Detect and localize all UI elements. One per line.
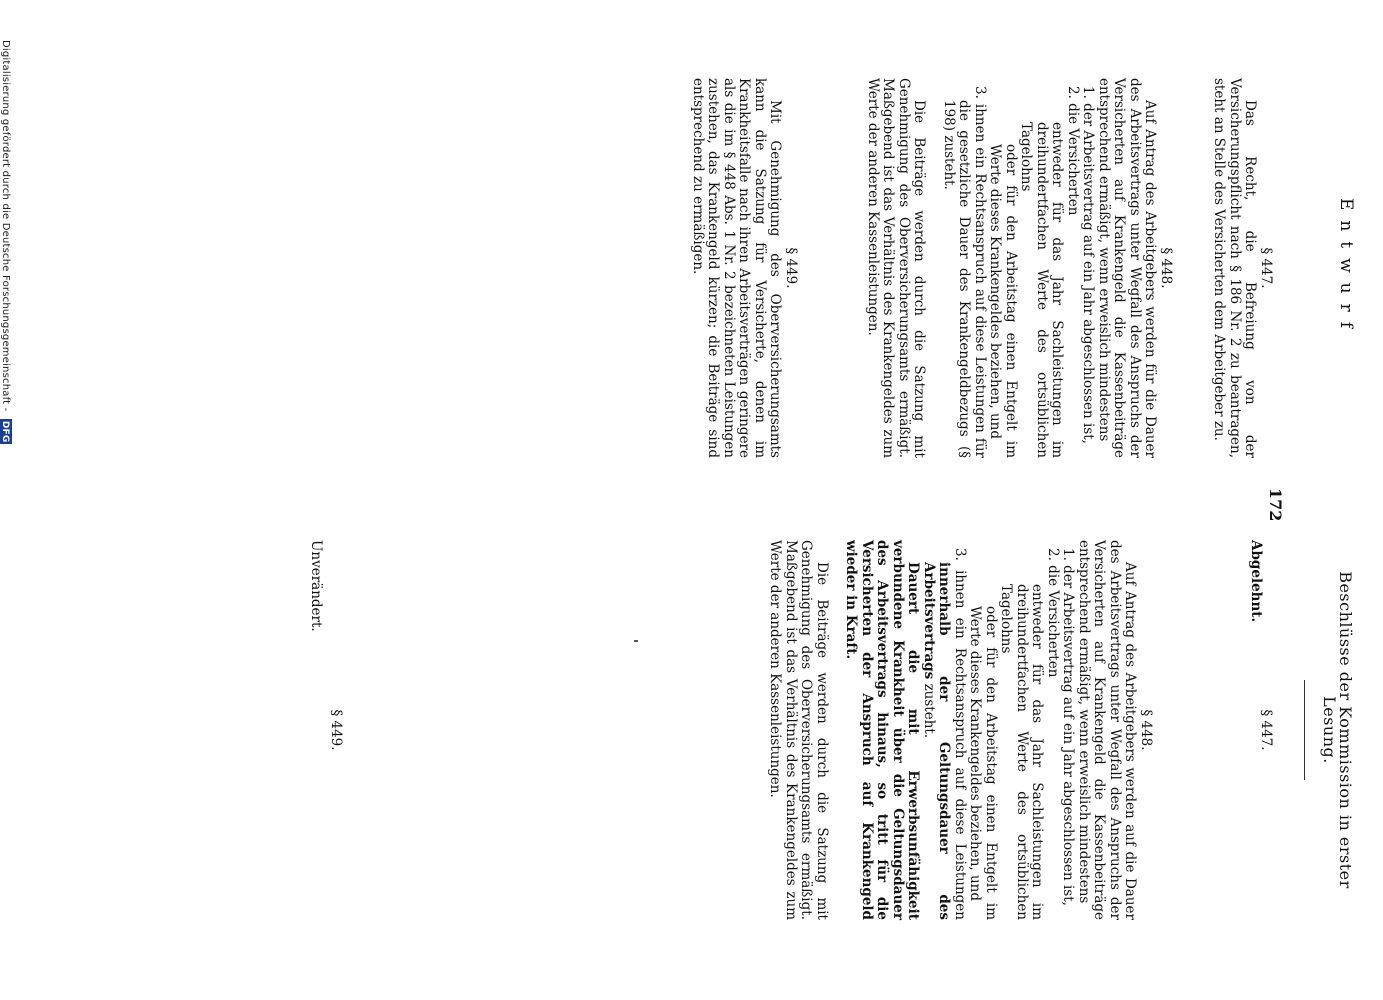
digitization-footer: [0, 40, 13, 444]
right-447-title: § 447.: [1258, 709, 1274, 751]
right-section-448: [767, 540, 1153, 920]
left-448-item3: 3. ihnen ein Rechtsanspruch auf diese Leistungen für die gesetzliche Dauer des Krankengeldbezugs (§ 198) zusteht.: [941, 86, 988, 458]
left-449-title: § 449.: [783, 247, 799, 289]
footer-text: Digitalisierung gefördert durch die Deutsche Forschungsgemeinschaft -: [0, 40, 11, 412]
right-448-intro: Auf Antrag des Arbeitgebers werden auf die Dauer des Arbeitsvertrags unter Wegfall des Anspruchs der Versicherten auf Krankengeld die Kassenbeiträge entsprechend ermäßigt, wenn erweislich mindestens: [1076, 540, 1139, 920]
left-448-title: § 448.: [1158, 247, 1174, 289]
right-447-text: Abgelehnt.: [1248, 540, 1264, 623]
right-448-item3: [921, 540, 968, 920]
dfg-logo: DFG: [0, 419, 12, 445]
right-column-beschluesse: [60, 540, 1353, 920]
left-447-text: Das Recht, die Befreiung von der Versicherungspflicht nach § 186 Nr. 2 zu beantragen, steht an Stelle des Versicherten dem Arbeitgeber zu.: [1211, 78, 1259, 458]
heading-rule: [1304, 680, 1305, 780]
right-448-para2: Die Beiträge werden durch die Satzung mit Genehmigung des Oberversicherungsamts ermäßigt. Maßgebend ist das Verhältnis des Krankengeldes zum Werte der anderen Kassenleistungen.: [767, 540, 830, 920]
right-448-item3-end: zusteht.: [921, 683, 937, 739]
left-449-text: Mit Genehmigung des Oberversicherungsamts kann die Satzung für Versicherte, denen im Krankheitsfalle nach ihren Arbeitsverträgen geringere als die im § 448 Abs. 1 Nr. 2 bezeichneten Leistungen zustehen, das Krankengeld kürzen; die Beiträge sind entsprechend zu ermäßigen.: [690, 78, 784, 458]
scan-speck: [634, 640, 638, 642]
right-448-item2: 2. die Versicherten: [1045, 548, 1061, 678]
right-448-item2b: oder für den Arbeitstag einen Entgelt im Werte dieses Krankengeldes beziehen, und: [967, 606, 999, 920]
left-448-item2: 2. die Versicherten: [1065, 86, 1081, 216]
left-448-item1: 1. der Arbeitsvertrag auf ein Jahr abgeschlossen ist,: [1080, 86, 1097, 444]
page-number: 172: [1266, 488, 1285, 522]
left-448-item2a: entweder für das Jahr Sachleistungen im dreihundertfachen Werte des ortsüblichen Tagelohns: [1018, 122, 1066, 458]
right-448-item1: 1. der Arbeitsvertrag auf ein Jahr abgeschlossen ist,: [1060, 548, 1077, 906]
left-447-title: § 447.: [1258, 247, 1274, 289]
right-449-text: Unverändert.: [308, 540, 324, 632]
left-448-item2b: oder für den Arbeitstag einen Entgelt im Werte dieses Krankengeldes beziehen, und: [987, 144, 1019, 458]
right-column-heading: Beschlüsse der Kommission in erster Lesung.: [1320, 571, 1355, 889]
left-column-entwurf: [60, 78, 1356, 458]
left-448-intro: Auf Antrag des Arbeitgebers werden für die Dauer des Arbeitsvertrags unter Wegfall des Anspruchs der Versicherten auf Krankengeld die Kassenbeiträge entsprechend ermäßigt, wenn erweislich mindestens: [1096, 78, 1159, 458]
right-448-bold-para: Dauert die mit Erwerbsunfähigkeit verbundene Krankheit über die Geltungsdauer des Arbeitsvertrags hinaus, so tritt für die Versicherten der Anspruch auf Krankengeld wieder in Kraft.: [843, 540, 922, 920]
right-448-item3-bold: innerhalb der Geltungsdauer des Arbeitsvertrags: [921, 562, 953, 920]
right-448-item2a: entweder für das Jahr Sachleistungen im dreihundertfachen Werte des ortsüblichen Tagelohns: [998, 584, 1046, 920]
left-section-449: [690, 78, 799, 458]
left-448-para2: Die Beiträge werden durch die Satzung mit Genehmigung des Oberversicherungsamts ermäßigt. Maßgebend ist das Verhältnis des Krankengeldes zum Werte der anderen Kassenleistungen.: [865, 78, 928, 458]
left-section-448: [865, 78, 1174, 458]
right-448-item3-start: 3. ihnen ein Rechtsanspruch auf diese Leistungen: [952, 548, 968, 920]
left-section-447: [1211, 78, 1273, 458]
right-449-title: § 449.: [328, 709, 344, 751]
right-448-title: § 448.: [1138, 709, 1154, 751]
left-column-heading: Entwurf: [1336, 197, 1356, 339]
